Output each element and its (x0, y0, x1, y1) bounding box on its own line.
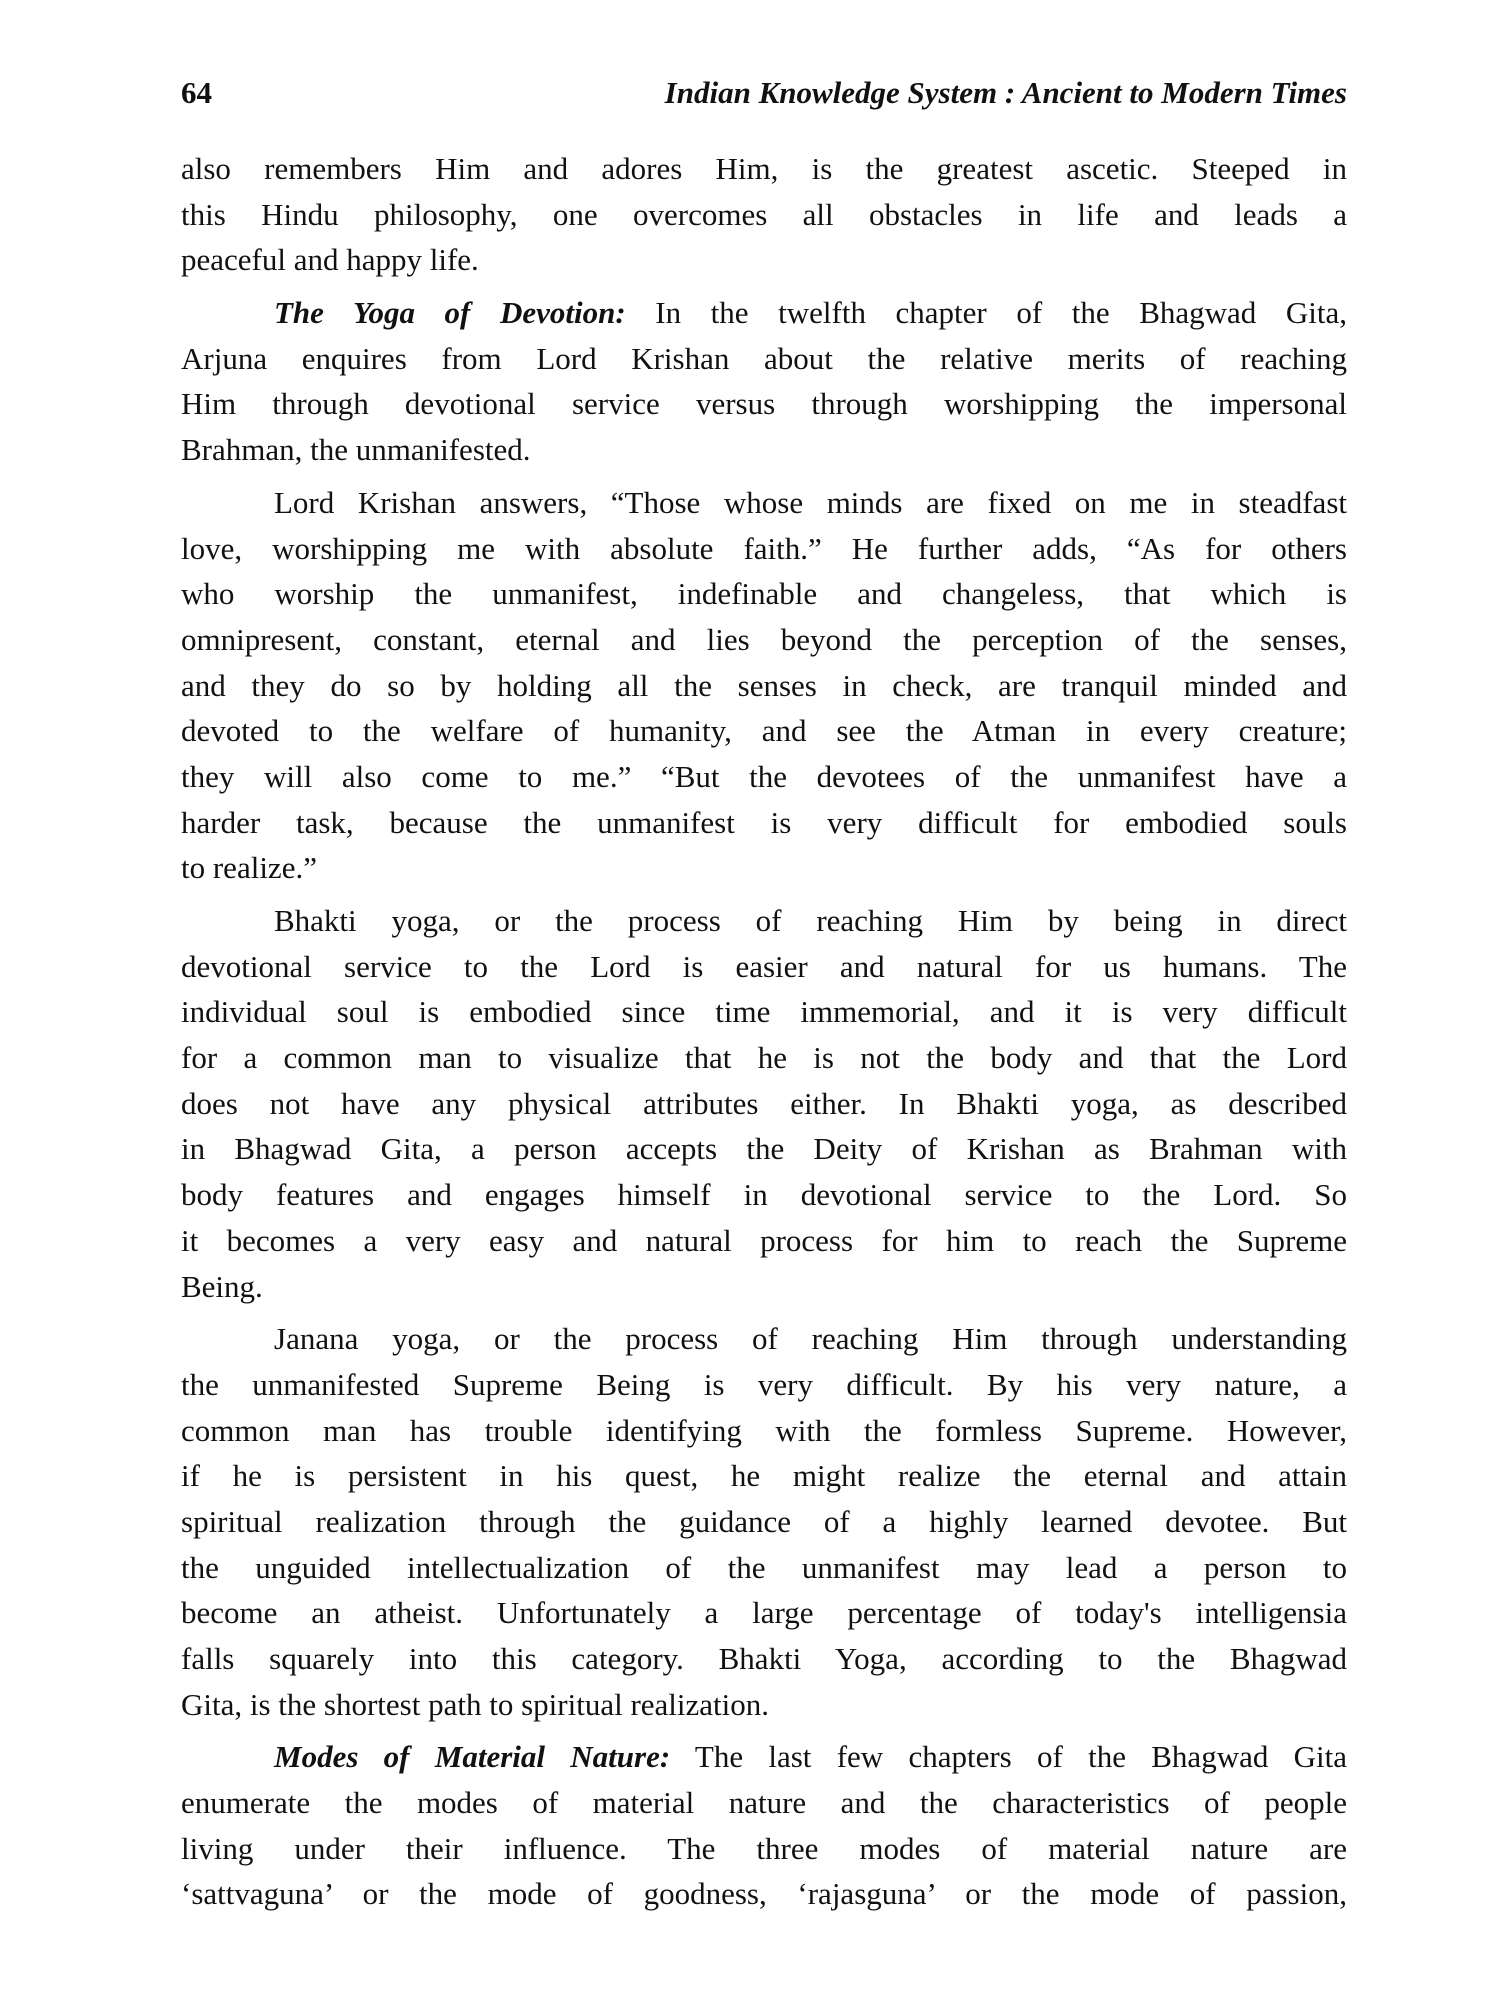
text-line (181, 237, 1347, 283)
text-line (181, 1545, 1347, 1591)
text-line (181, 1172, 1347, 1218)
line-text: who worship the unmanifest, indefinable and changeless, that which is (181, 576, 1347, 612)
line-text: falls squarely into this category. Bhakti Yoga, according to the Bhagwad (181, 1641, 1347, 1676)
line-text: in Bhagwad Gita, a person accepts the Deity of Krishan as Brahman with (181, 1131, 1347, 1167)
line-text: The last few chapters of the Bhagwad Gita (670, 1739, 1347, 1775)
line-text: Lord Krishan answers, “Those whose minds are fixed on me in steadfast (274, 484, 1347, 520)
line-text: devotional service to the Lord is easier and natural for us humans. The (181, 948, 1347, 984)
line-text: In the twelfth chapter of the Bhagwad Gita, (625, 295, 1347, 331)
line-text: ‘sattvaguna’ or the mode of goodness, ‘rajasguna’ or the mode of passion, (181, 1876, 1347, 1912)
line-text: the unguided intellectualization of the unmanifest may lead a person to (181, 1549, 1347, 1585)
section-lead-heading: The Yoga of Devotion: (274, 295, 626, 331)
line-text: become an atheist. Unfortunately a large percentage of today's intelligensia (181, 1595, 1347, 1631)
line-text: for a common man to visualize that he is not the body and that the Lord (181, 1040, 1347, 1076)
line-text: omnipresent, constant, eternal and lies beyond the perception of the senses, (181, 621, 1347, 657)
line-text: harder task, because the unmanifest is very difficult for embodied souls (181, 804, 1347, 840)
line-text: Janana yoga, or the process of reaching Him through understanding (274, 1321, 1347, 1357)
line-text: peaceful and happy life. (181, 242, 479, 278)
text-line (181, 663, 1347, 709)
line-text: Brahman, the unmanifested. (181, 432, 531, 468)
line-text: Bhakti yoga, or the process of reaching Him by being in direct (274, 903, 1347, 938)
line-text: love, worshipping me with absolute faith.” He further adds, “As for others (181, 530, 1347, 566)
text-line (181, 845, 1347, 891)
text-line (181, 754, 1347, 800)
line-text: living under their influence. The three modes of material nature are (181, 1830, 1347, 1866)
section-lead-heading: Modes of Material Nature: (274, 1739, 671, 1775)
line-text: also remembers Him and adores Him, is the greatest ascetic. Steeped in (181, 151, 1347, 186)
paragraph (181, 146, 1347, 283)
text-line (181, 1081, 1347, 1127)
text-line (181, 944, 1347, 990)
text-line (181, 1362, 1347, 1408)
text-line (181, 526, 1347, 572)
text-line (181, 427, 1347, 473)
text-line (181, 1682, 1347, 1728)
line-text: it becomes a very easy and natural process for him to reach the Supreme (181, 1222, 1347, 1258)
text-line (181, 1035, 1347, 1081)
text-line (181, 1453, 1347, 1499)
text-line (181, 1499, 1347, 1545)
text-line (181, 1218, 1347, 1264)
line-text: to realize.” (181, 850, 317, 886)
paragraph (181, 1734, 1347, 1917)
text-line (181, 617, 1347, 663)
text-line (181, 1264, 1347, 1310)
body-text (181, 146, 1347, 1924)
text-line (181, 381, 1347, 427)
line-text: Him through devotional service versus through worshipping the impersonal (181, 386, 1347, 422)
text-line (181, 1316, 1347, 1362)
line-text: this Hindu philosophy, one overcomes all obstacles in life and leads a (181, 196, 1347, 232)
text-line (181, 708, 1347, 754)
text-line (181, 1408, 1347, 1454)
line-text: they will also come to me.” “But the devotees of the unmanifest have a (181, 758, 1347, 794)
running-title: Indian Knowledge System : Ancient to Modern Times (664, 75, 1347, 110)
text-line (181, 192, 1347, 238)
line-text: the unmanifested Supreme Being is very difficult. By his very nature, a (181, 1366, 1347, 1402)
line-text: body features and engages himself in devotional service to the Lord. So (181, 1177, 1347, 1213)
line-text: enumerate the modes of material nature and the characteristics of people (181, 1785, 1347, 1821)
text-line (181, 1871, 1347, 1917)
text-line (181, 1590, 1347, 1636)
text-line (181, 898, 1347, 944)
line-text: Being. (181, 1268, 263, 1304)
line-text: if he is persistent in his quest, he might realize the eternal and attain (181, 1458, 1347, 1494)
paragraph (181, 1316, 1347, 1727)
text-line (181, 1826, 1347, 1872)
line-text: individual soul is embodied since time immemorial, and it is very difficult (181, 994, 1347, 1030)
line-text: Gita, is the shortest path to spiritual realization. (181, 1686, 770, 1722)
text-line (181, 571, 1347, 617)
line-text: and they do so by holding all the senses in check, are tranquil minded and (181, 667, 1347, 703)
paragraph (181, 290, 1347, 473)
paragraph (181, 898, 1347, 1309)
text-line (181, 1780, 1347, 1826)
page-number: 64 (181, 75, 212, 110)
text-line (181, 989, 1347, 1035)
text-line (181, 480, 1347, 526)
line-text: does not have any physical attributes either. In Bhakti yoga, as described (181, 1085, 1347, 1121)
text-line (181, 146, 1347, 192)
text-line (181, 290, 1347, 336)
line-text: Arjuna enquires from Lord Krishan about the relative merits of reaching (181, 340, 1347, 376)
paragraph (181, 480, 1347, 891)
running-header (181, 70, 1347, 116)
text-line (181, 800, 1347, 846)
line-text: common man has trouble identifying with the formless Supreme. However, (181, 1412, 1347, 1448)
line-text: devoted to the welfare of humanity, and see the Atman in every creature; (181, 713, 1347, 749)
text-line (181, 336, 1347, 382)
text-line (181, 1734, 1347, 1780)
text-line (181, 1126, 1347, 1172)
text-line (181, 1636, 1347, 1682)
line-text: spiritual realization through the guidance of a highly learned devotee. But (181, 1503, 1347, 1539)
